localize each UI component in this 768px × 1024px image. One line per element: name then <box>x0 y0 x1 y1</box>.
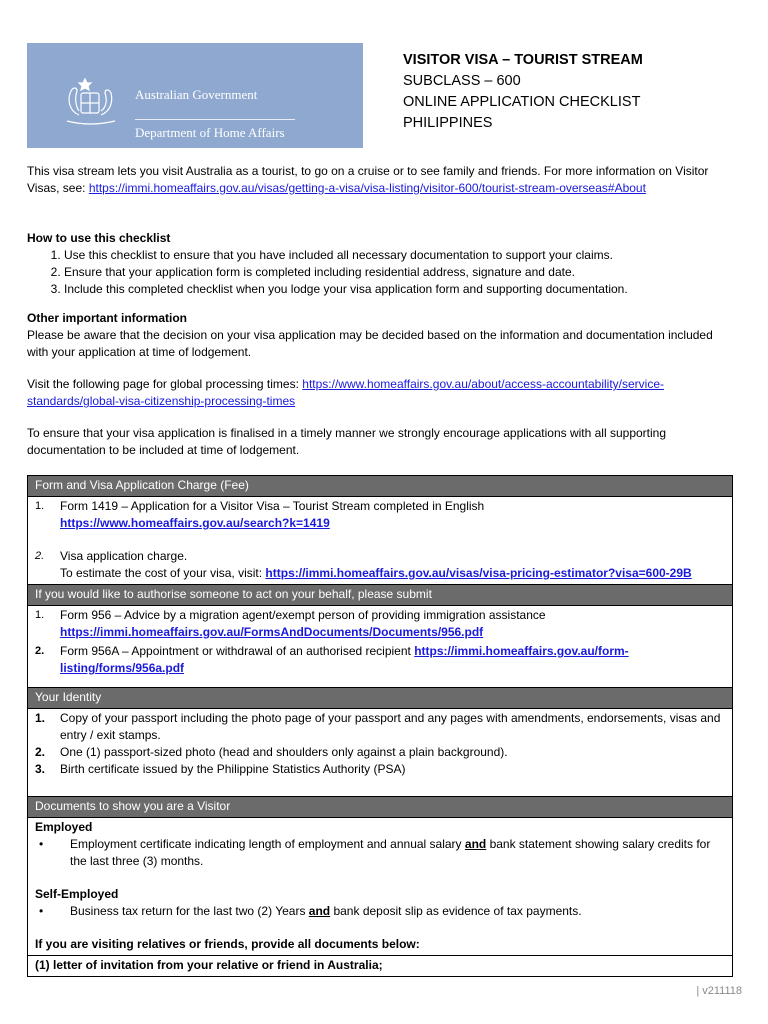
form-1419-link[interactable]: https://www.homeaffairs.gov.au/search?k=1419 <box>60 516 330 530</box>
item-text: Form 956A – Appointment or withdrawal of an authorised recipient <box>60 644 415 658</box>
processing-text: Visit the following page for global processing times: <box>27 377 303 391</box>
section-header-visitor: Documents to show you are a Visitor <box>28 797 733 818</box>
item-text: Birth certificate issued by the Philippine Statistics Authority (PSA) <box>60 762 406 776</box>
howto-heading: How to use this checklist <box>27 231 171 245</box>
list-item <box>35 643 726 677</box>
encourage-paragraph: To ensure that your visa application is finalised in a timely manner we strongly encourage applications with all supporting documentation to be included at time of lodgement. <box>27 426 667 457</box>
item-text: bank statement showing salary credits for the last three (3) months. <box>70 837 711 868</box>
list-item <box>35 498 726 532</box>
checklist-table <box>27 475 733 977</box>
bullet: • <box>39 837 44 851</box>
form-956a-link[interactable]: https://immi.homeaffairs.gov.au/form-listing/forms/956a.pdf <box>60 644 629 675</box>
form-956-link[interactable]: https://immi.homeaffairs.gov.au/FormsAndDocuments/Documents/956.pdf <box>60 625 484 639</box>
item-text: Business tax return for the last two (2) Years <box>70 904 309 918</box>
item-number: 1. <box>35 500 45 512</box>
section-header-identity: Your Identity <box>28 688 733 709</box>
item-number: 2. <box>35 550 45 562</box>
list-item <box>35 836 726 870</box>
list-item <box>35 548 726 582</box>
item-number: 3. <box>35 762 46 776</box>
logo-line-government: Australian Government <box>135 87 258 102</box>
other-info-heading: Other important information <box>27 311 187 325</box>
visa-pricing-link[interactable]: https://immi.homeaffairs.gov.au/visas/visa-pricing-estimator?visa=600-29B <box>265 566 692 580</box>
intro-text: This visa stream lets you visit Australia as a tourist, to go on a cruise or to see family and friends. For more information on Visitor Visas, see: <box>27 164 709 195</box>
section-visitor <box>28 818 733 956</box>
section-authorise <box>28 606 733 688</box>
other-info-text: Please be aware that the decision on your visa application may be decided based on the information and documentation included with your application at time of lodgement. <box>27 328 713 359</box>
section-header-fee: Form and Visa Application Charge (Fee) <box>28 476 733 497</box>
section-fee <box>28 497 733 585</box>
howto-step: 1. Use this checklist to ensure that you have included all necessary documentation to support your claims. <box>64 247 737 264</box>
employed-heading: Employed <box>35 820 93 834</box>
item-text: One (1) passport-sized photo (head and shoulders only against a plain background). <box>60 745 508 759</box>
howto-step: 3. Include this completed checklist when you lodge your visa application form and supporting documentation. <box>64 281 737 298</box>
item-text: Employment certificate indicating length of employment and annual salary <box>70 837 465 851</box>
title-line-1: VISITOR VISA – TOURIST STREAM <box>403 52 643 68</box>
logo-divider <box>135 119 295 120</box>
title-line-4: PHILIPPINES <box>403 115 493 131</box>
item-text: Form 1419 – Application for a Visitor Visa – Tourist Stream completed in English <box>60 499 485 513</box>
howto-section <box>27 230 737 298</box>
intro-paragraph <box>27 163 737 197</box>
processing-times-link[interactable]: https://www.homeaffairs.gov.au/about/access-accountability/service-standards/global-visa-citizenship-processing-times <box>27 377 664 408</box>
coat-of-arms-icon <box>55 71 127 131</box>
government-logo-banner <box>27 43 363 148</box>
howto-steps <box>27 247 737 298</box>
document-title <box>403 50 643 134</box>
item-text: Copy of your passport including the photo page of your passport and any pages with amendments, endorsements, visas and entry / exit stamps. <box>60 711 721 742</box>
list-item <box>35 903 726 920</box>
relatives-item: (1) letter of invitation from your relative or friend in Australia; <box>28 956 733 977</box>
title-line-2: SUBCLASS – 600 <box>403 73 521 89</box>
item-number: 1. <box>35 609 45 621</box>
list-item <box>35 761 726 778</box>
tourist-stream-link[interactable]: https://immi.homeaffairs.gov.au/visas/getting-a-visa/visa-listing/visitor-600/tourist-stream-overseas#About <box>88 181 646 195</box>
and-emphasis: and <box>308 904 331 918</box>
and-emphasis: and <box>464 837 487 851</box>
item-number: 2. <box>35 745 46 759</box>
list-item <box>35 607 726 641</box>
self-employed-heading: Self-Employed <box>35 887 119 901</box>
relatives-heading: If you are visiting relatives or friends, provide all documents below: <box>35 937 420 951</box>
processing-paragraph <box>27 376 737 410</box>
item-number: 1. <box>35 711 46 725</box>
bullet: • <box>39 904 44 918</box>
item-text: Visa application charge. <box>60 549 188 563</box>
logo-line-department: Department of Home Affairs <box>135 125 285 140</box>
list-item <box>35 744 726 761</box>
list-item <box>35 710 726 744</box>
item-text: To estimate the cost of your visa, visit: <box>60 566 266 580</box>
section-identity <box>28 709 733 797</box>
item-text: bank deposit slip as evidence of tax payments. <box>330 904 582 918</box>
item-text: Form 956 – Advice by a migration agent/exempt person of providing immigration assistance <box>60 608 546 622</box>
title-line-3: ONLINE APPLICATION CHECKLIST <box>403 94 641 110</box>
version-footer: | v211118 <box>696 985 742 997</box>
other-info-section <box>27 310 737 361</box>
howto-step: 2. Ensure that your application form is completed including residential address, signature and date. <box>64 264 737 281</box>
item-number: 2. <box>35 645 45 657</box>
section-header-authorise: If you would like to authorise someone to act on your behalf, please submit <box>28 585 733 606</box>
